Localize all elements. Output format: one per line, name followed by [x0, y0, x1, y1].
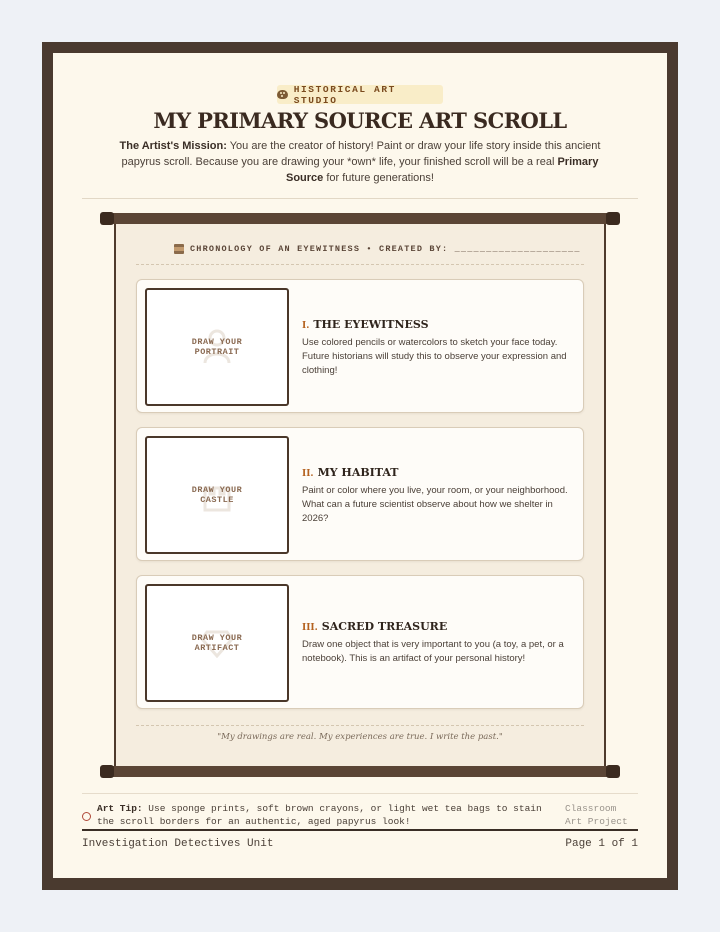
page-title: MY PRIMARY SOURCE ART SCROLL: [153, 108, 567, 133]
dashed-divider: [136, 725, 584, 726]
mission-text: [104, 138, 616, 186]
dashed-divider: [136, 264, 584, 265]
scroll-quote: "My drawings are real. My experiences are true. I write the past.": [217, 732, 503, 742]
section-card-treasure: [136, 575, 584, 709]
drawing-area-artifact[interactable]: [145, 584, 289, 702]
scroll-bottom-rod: [106, 766, 614, 777]
tip-text: Use sponge prints, soft brown crayons, or light wet tea bags to stain the scroll borders for an authentic, aged papyrus look!: [97, 803, 542, 827]
footer-page-number: Page 1 of 1: [565, 838, 638, 850]
section-card-eyewitness: [136, 279, 584, 413]
section-text: [302, 318, 574, 378]
divider: [82, 793, 638, 794]
section-description: Paint or color where you live, your room, or your neighborhood. What can a future scientist observe about how we shelter in 2026?: [302, 485, 568, 524]
palette-icon: [277, 90, 288, 99]
badge-label: HISTORICAL ART STUDIO: [293, 83, 396, 106]
scroll-top-rod: [106, 213, 614, 224]
section-text: [302, 620, 574, 666]
divider: [82, 198, 638, 199]
footer-rule: [82, 829, 638, 831]
section-description: Use colored pencils or watercolors to sketch your face today. Future historians will study this to observe your expression and clothing!: [302, 337, 567, 376]
tip-lead: Art Tip:: [97, 803, 143, 814]
book-icon: [174, 244, 184, 254]
drawing-area-castle[interactable]: [145, 436, 289, 554]
palette-icon: [82, 812, 91, 821]
section-title: SACRED TREASURE: [321, 620, 448, 633]
section-numeral: II.: [302, 469, 314, 479]
mission-body-1: You are the creator of history! Paint or draw your life story inside this ancient papyrus scroll. Because you are drawing your *own* life, your finished scroll will be a real: [121, 140, 601, 168]
mission-emphasis: Primary Source: [286, 156, 599, 184]
section-numeral: III.: [302, 623, 318, 633]
mission-body-2: for future generations!: [323, 172, 434, 184]
section-card-habitat: [136, 427, 584, 561]
section-numeral: I.: [302, 321, 310, 331]
classroom-label: Classroom Art Project: [565, 803, 628, 827]
chronology-label: CHRONOLOGY OF AN EYEWITNESS • CREATED BY: ____________________: [190, 244, 581, 254]
footer-unit: Investigation Detectives Unit: [82, 838, 274, 850]
drawing-label: DRAW YOUR PORTRAIT: [191, 337, 243, 357]
section-title: MY HABITAT: [317, 466, 399, 479]
mission-lead: The Artist's Mission:: [119, 140, 227, 152]
art-tip: [97, 802, 549, 828]
section-description: Draw one object that is very important to you (a toy, a pet, or a notebook). This is an artifact of your personal history!: [302, 639, 564, 664]
section-text: [302, 466, 574, 526]
section-title: THE EYEWITNESS: [313, 318, 429, 331]
drawing-label: DRAW YOUR CASTLE: [191, 485, 243, 505]
drawing-label: DRAW YOUR ARTIFACT: [191, 633, 243, 653]
drawing-area-portrait[interactable]: [145, 288, 289, 406]
chronology-header: [174, 244, 581, 254]
studio-badge: [277, 85, 443, 104]
